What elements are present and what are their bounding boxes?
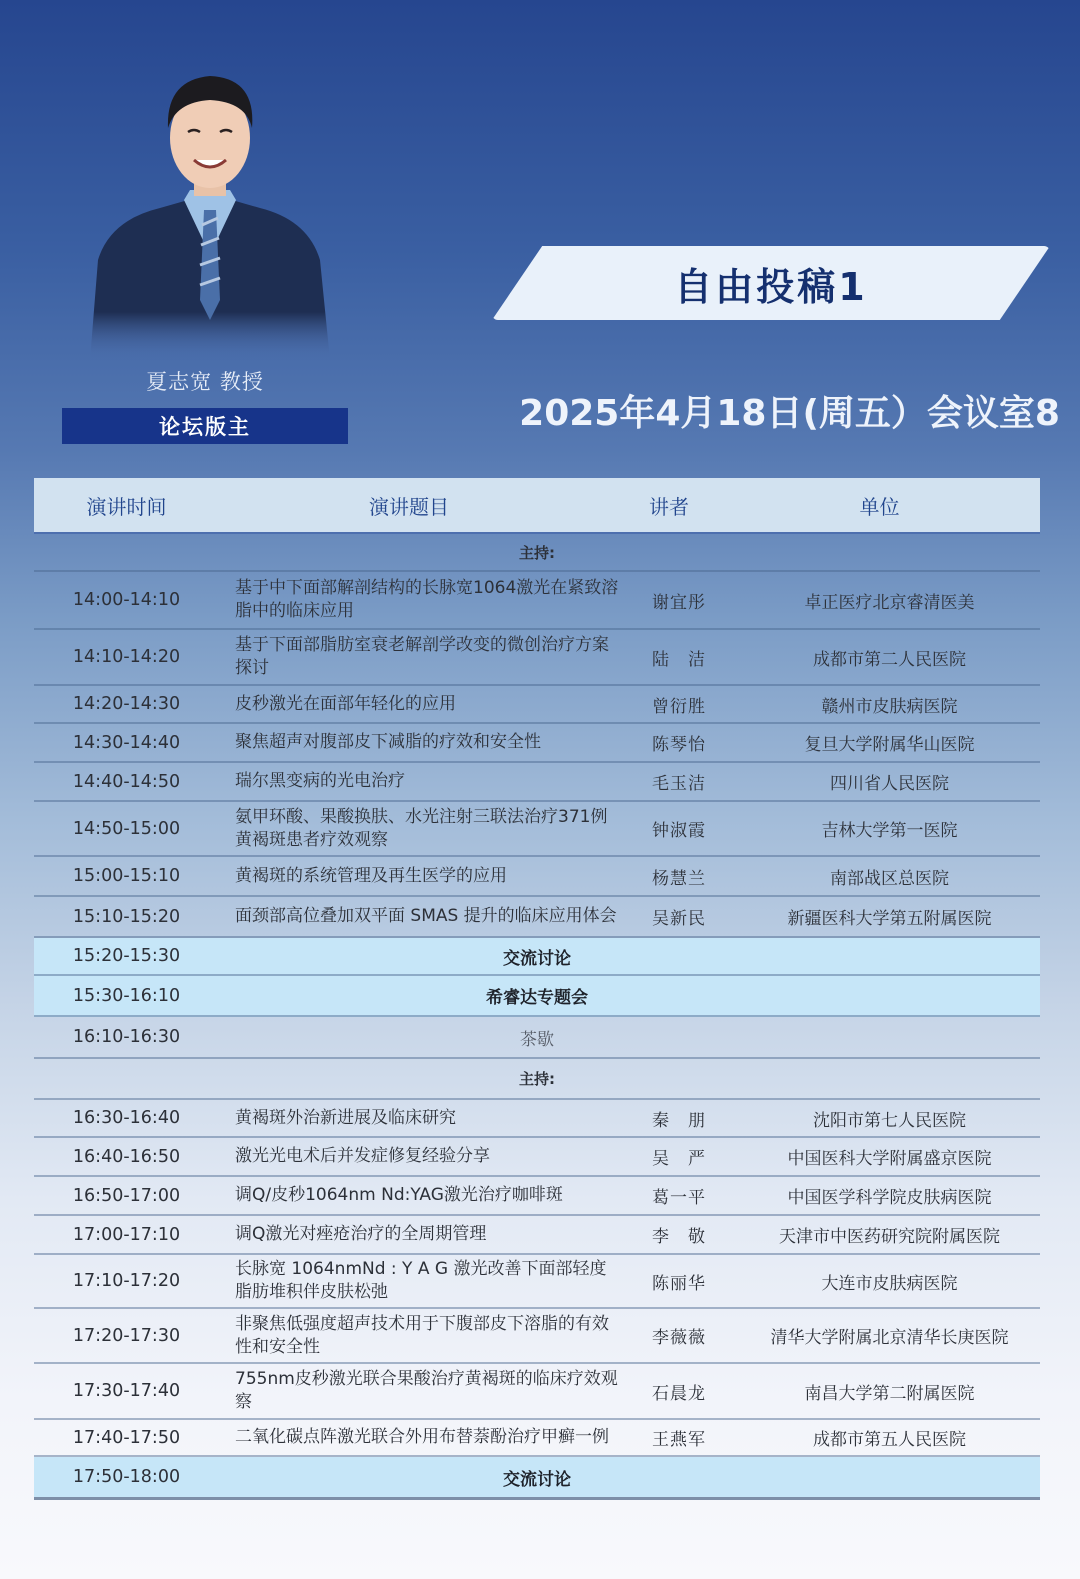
row-topic: 黄褐斑的系统管理及再生医学的应用 — [235, 865, 507, 886]
row-time: 15:30-16:10 — [72, 985, 181, 1006]
row-speaker: 李薇薇 — [652, 1328, 706, 1348]
break-label: 交流讨论 — [503, 1469, 571, 1490]
row-speaker: 王燕军 — [652, 1430, 706, 1450]
row-time: 14:50-15:00 — [72, 818, 181, 839]
table-row — [34, 1216, 1040, 1255]
discussion-row — [34, 938, 1040, 976]
row-topic: 氨甲环酸、果酸换肤、水光注射三联法治疗371例黄褐斑患者疗效观察 — [235, 806, 608, 850]
row-topic: 皮秒激光在面部年轻化的应用 — [235, 693, 456, 714]
row-unit: 中国医科大学附属盛京医院 — [787, 1149, 992, 1169]
row-topic: 基于下面部脂肪室衰老解剖学改变的微创治疗方案探讨 — [235, 635, 609, 678]
row-topic: 二氧化碳点阵激光联合外用布替萘酚治疗甲癣一例 — [235, 1427, 609, 1447]
row-time: 17:00-17:10 — [72, 1224, 181, 1245]
table-row — [34, 724, 1040, 763]
header-speaker: 讲者 — [649, 494, 689, 519]
row-unit: 沈阳市第七人民医院 — [813, 1110, 966, 1131]
table-row — [34, 1364, 1040, 1420]
row-speaker: 陆 洁 — [652, 649, 706, 670]
row-unit: 南部战区总医院 — [830, 868, 949, 889]
row-speaker: 陈丽华 — [652, 1273, 706, 1294]
row-time: 14:00-14:10 — [72, 590, 181, 610]
row-topic: 755nm皮秒激光联合果酸治疗黄褐斑的临床疗效观察 — [235, 1369, 618, 1412]
row-topic: 聚焦超声对腹部皮下减脂的疗效和安全性 — [235, 732, 541, 752]
row-speaker: 杨慧兰 — [652, 868, 706, 889]
row-topic: 基于中下面部解剖结构的长脉宽1064激光在紧致溶脂中的临床应用 — [235, 578, 619, 621]
symposium-row — [34, 976, 1040, 1017]
table-row — [34, 686, 1040, 724]
row-topic: 黄褐斑外治新进展及临床研究 — [235, 1107, 456, 1128]
row-speaker: 毛玉洁 — [652, 774, 706, 794]
table-row — [34, 802, 1040, 857]
host-role-badge: 论坛版主 — [62, 408, 348, 444]
row-topic: 调Q/皮秒1064nm Nd:YAG激光治疗咖啡斑 — [235, 1185, 563, 1205]
row-speaker: 钟淑霞 — [652, 821, 706, 841]
row-unit: 吉林大学第一医院 — [821, 821, 958, 841]
row-speaker: 李 敬 — [652, 1227, 706, 1247]
row-time: 17:10-17:20 — [72, 1271, 181, 1291]
row-unit: 赣州市皮肤病医院 — [821, 696, 958, 717]
row-unit: 大连市皮肤病医院 — [821, 1273, 958, 1294]
session-title-banner — [492, 246, 1050, 320]
row-unit: 中国医学科学院皮肤病医院 — [787, 1188, 992, 1208]
row-time: 14:20-14:30 — [72, 694, 181, 714]
table-row — [34, 1100, 1040, 1138]
host-label: 主持: — [519, 543, 555, 562]
break-label: 茶歇 — [520, 1029, 554, 1050]
row-speaker: 曾衍胜 — [652, 696, 706, 717]
row-unit: 卓正医疗北京睿清医美 — [804, 592, 975, 613]
row-time: 16:50-17:00 — [72, 1185, 181, 1206]
row-topic: 调Q激光对痤疮治疗的全周期管理 — [235, 1224, 487, 1244]
row-speaker: 吴 严 — [652, 1149, 706, 1169]
row-time: 14:30-14:40 — [72, 732, 181, 753]
tea-break-row — [34, 1017, 1040, 1059]
table-row — [34, 572, 1040, 630]
row-unit: 新疆医科大学第五附属医院 — [787, 909, 992, 929]
row-time: 17:40-17:50 — [72, 1427, 181, 1448]
row-unit: 天津市中医药研究院附属医院 — [779, 1227, 1000, 1247]
row-speaker: 葛一平 — [652, 1188, 706, 1208]
table-row — [34, 1309, 1040, 1364]
host-row — [34, 1059, 1040, 1100]
session-title: 自由投稿1 — [674, 264, 868, 309]
table-row — [34, 1177, 1040, 1216]
row-topic: 瑞尔黑变病的光电治疗 — [235, 771, 405, 791]
session-date-room: 2025年4月18日(周五）会议室8 — [519, 393, 1060, 434]
row-speaker: 秦 朋 — [652, 1110, 706, 1131]
row-time: 16:30-16:40 — [72, 1108, 181, 1128]
row-topic: 激光光电术后并发症修复经验分享 — [235, 1146, 490, 1166]
table-row — [34, 1138, 1040, 1177]
row-speaker: 吴新民 — [652, 909, 706, 929]
table-row — [34, 763, 1040, 802]
host-row — [34, 534, 1040, 572]
row-speaker: 谢宜彤 — [652, 592, 706, 613]
table-row — [34, 630, 1040, 686]
host-label: 主持: — [519, 1070, 555, 1088]
table-header — [34, 478, 1040, 534]
table-row — [34, 897, 1040, 938]
row-unit: 成都市第五人民医院 — [813, 1430, 966, 1450]
table-row — [34, 857, 1040, 897]
header-topic: 演讲题目 — [369, 494, 449, 519]
table-row — [34, 1255, 1040, 1309]
host-portrait — [80, 50, 340, 360]
break-label: 希睿达专题会 — [486, 988, 588, 1008]
row-time: 15:10-15:20 — [72, 906, 181, 927]
row-topic: 面颈部高位叠加双平面 SMAS 提升的临床应用体会 — [235, 906, 617, 926]
row-time: 16:10-16:30 — [72, 1027, 181, 1047]
row-unit: 南昌大学第二附属医院 — [804, 1383, 975, 1404]
row-topic: 非聚焦低强度超声技术用于下腹部皮下溶脂的有效性和安全性 — [235, 1313, 609, 1357]
schedule-table — [34, 478, 1040, 1500]
row-time: 15:00-15:10 — [72, 866, 181, 886]
break-label: 交流讨论 — [503, 948, 571, 969]
row-speaker: 陈琴怡 — [652, 735, 706, 755]
row-time: 14:10-14:20 — [72, 647, 181, 667]
row-unit: 四川省人民医院 — [830, 774, 949, 794]
host-name: 夏志宽 教授 — [146, 370, 264, 394]
discussion-row — [34, 1457, 1040, 1500]
row-time: 17:50-18:00 — [72, 1467, 181, 1487]
table-row — [34, 1420, 1040, 1457]
row-time: 17:30-17:40 — [72, 1381, 181, 1401]
row-unit: 复旦大学附属华山医院 — [804, 735, 975, 755]
row-time: 14:40-14:50 — [72, 771, 181, 792]
row-speaker: 石晨龙 — [652, 1383, 706, 1404]
row-time: 17:20-17:30 — [72, 1325, 181, 1346]
row-topic: 长脉宽 1064nmNd : Y A G 激光改善下面部轻度脂肪堆积伴皮肤松弛 — [235, 1259, 607, 1302]
header-unit: 单位 — [859, 494, 900, 519]
row-time: 16:40-16:50 — [72, 1146, 181, 1167]
row-unit: 清华大学附属北京清华长庚医院 — [770, 1328, 1009, 1348]
row-unit: 成都市第二人民医院 — [813, 649, 966, 670]
row-time: 15:20-15:30 — [72, 946, 181, 966]
header-time: 演讲时间 — [86, 494, 167, 519]
